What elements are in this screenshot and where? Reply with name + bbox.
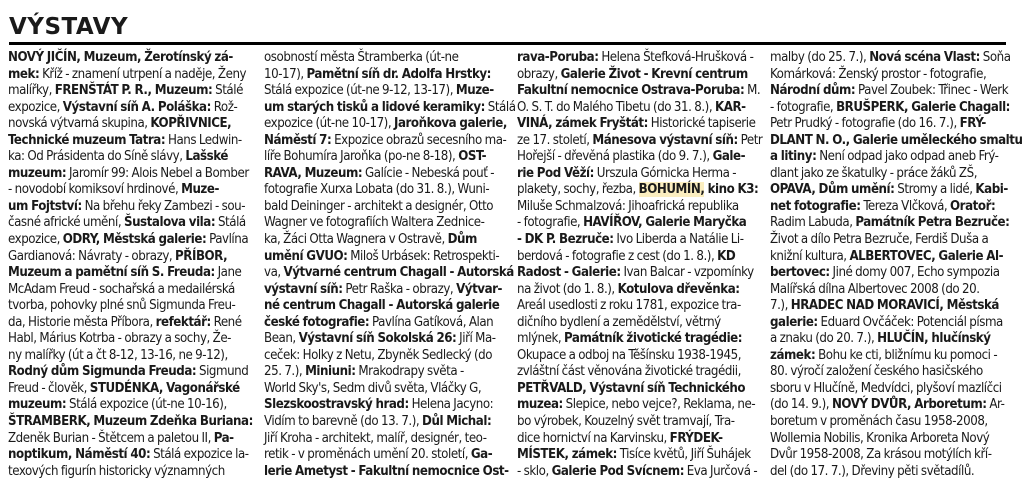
text-column-4 xyxy=(770,50,1023,480)
listing-text: Eva Jurčová - xyxy=(683,463,758,479)
listing-text: Freud - člověk, xyxy=(8,380,90,396)
text-line xyxy=(770,249,1008,266)
text-line xyxy=(264,67,502,84)
text-line xyxy=(8,215,246,232)
venue-name: muzeum: xyxy=(8,397,67,413)
listing-text: Ivan Balcar - vzpomínky xyxy=(620,265,754,281)
text-line xyxy=(517,315,755,332)
venue-name: Gale- xyxy=(712,149,746,165)
text-line xyxy=(770,149,1008,166)
text-column-1 xyxy=(8,50,253,480)
text-line xyxy=(264,315,502,332)
venue-name: kino K3: xyxy=(704,182,759,198)
listing-text: - fotografie, xyxy=(770,99,837,115)
text-line xyxy=(517,298,755,315)
listing-text: Na břehu řeky Zambezi - sou- xyxy=(81,198,246,214)
text-line xyxy=(770,298,1008,315)
listing-text: M. xyxy=(744,83,761,99)
listing-text: Pavlína xyxy=(206,232,249,248)
listing-text: dičního bydlení a zemědělství, větrný xyxy=(517,314,721,330)
listing-text: Stromy a lidé, xyxy=(894,182,976,198)
listing-text: Sigmund xyxy=(196,364,249,380)
venue-name: Ga- xyxy=(470,447,493,463)
listing-text: Ivo Liberda a Natálie Li- xyxy=(613,232,744,248)
venue-name: zámek: xyxy=(770,347,816,363)
venue-name: Výtvar- xyxy=(456,281,503,297)
text-column-3 xyxy=(517,50,763,480)
text-line xyxy=(770,182,1008,199)
listing-text: René xyxy=(210,314,242,330)
listing-text: ze 17. století, xyxy=(517,132,593,148)
listing-text: ceček: Holky z Netu, Zbyněk Sedlecký (do xyxy=(264,347,493,363)
venue-name: bertovec: xyxy=(770,265,830,281)
venue-name: Fakultní nemocnice Ostrava-Poruba: xyxy=(517,83,745,99)
venue-name: STUDÉNKA, Vagonářské xyxy=(89,380,240,396)
text-line xyxy=(517,116,755,133)
listing-text: líře Bohumíra Jaroňka (po-ne 8-18), xyxy=(264,149,459,165)
text-line xyxy=(264,397,502,414)
text-line xyxy=(517,447,755,464)
text-line xyxy=(8,381,246,398)
listing-text: ny malířky (út a čt 8-12, 13-16, ne 9-12), xyxy=(8,347,228,363)
text-line xyxy=(8,249,246,266)
text-line xyxy=(770,364,1008,381)
section-title: VÝSTAVY xyxy=(9,14,129,40)
listing-text: va, xyxy=(264,265,284,281)
venue-name: KOPŘIVNICE, xyxy=(150,116,232,132)
text-line xyxy=(264,381,502,398)
listing-text: Bean, xyxy=(264,331,299,347)
listing-text: a znaku (do 20. 7.), xyxy=(770,331,878,347)
listing-text: Jane xyxy=(214,265,242,281)
venue-name: NOVÝ JIČÍN, Muzeum, Žerotínský zá- xyxy=(8,50,233,65)
text-line xyxy=(8,431,246,448)
text-line xyxy=(770,447,1008,464)
listing-text: Dvůr 1958-2008, Za krásou motýlích kří- xyxy=(770,447,992,463)
text-line xyxy=(8,265,246,282)
text-line xyxy=(770,464,1008,481)
text-line xyxy=(770,166,1008,183)
listing-text: Není odpad jako odpad aneb Frý- xyxy=(816,149,999,165)
listing-text: Zdeněk Burian - Štětcem a paletou II, xyxy=(8,430,214,446)
listing-text: Život a dílo Petra Bezruče, Ferdiš Duša a xyxy=(770,232,989,248)
venue-name: Památník Petra Bezruče: xyxy=(855,215,1010,231)
venue-name: KD xyxy=(717,248,736,264)
listing-text: ka: Od Prásidenta do Síně slávy, xyxy=(8,149,186,165)
text-line xyxy=(264,199,502,216)
venue-name: Důl Michal: xyxy=(422,414,492,430)
text-line xyxy=(264,166,502,183)
listing-text: Stálé xyxy=(212,83,243,99)
venue-name: BOHUMÍN, xyxy=(638,182,705,198)
venue-name: Rodný dům Sigmunda Freuda: xyxy=(8,364,197,380)
listing-text: Radim Labuda, xyxy=(770,215,856,231)
venue-name: Výtvarné centrum Chagall - Autorská xyxy=(283,265,514,281)
venue-name: Kabi- xyxy=(975,182,1008,198)
venue-name: Radost - Galerie: xyxy=(517,265,621,281)
listing-text: Pavlína Gatíková, Alan xyxy=(369,314,494,330)
venue-name: HLUČÍN, hlučínský xyxy=(877,331,991,347)
listing-text: texových figurín historicky významných xyxy=(8,463,225,479)
venue-name: Šustalova vila: xyxy=(123,215,216,231)
listing-text: Jiří Kroha - architekt, malíř, designér, teo- xyxy=(264,430,487,446)
text-line xyxy=(264,182,502,199)
venue-name: um Fojtství: xyxy=(8,198,82,214)
listing-text: malířky, xyxy=(8,83,55,99)
listing-text: Wagner ve fotografiích Waltera Zednice- xyxy=(264,215,485,231)
text-line xyxy=(517,364,755,381)
listing-text: Stálá xyxy=(484,99,516,115)
text-line xyxy=(770,67,1008,84)
venue-name: Náměstí 7: xyxy=(264,132,332,148)
venue-name: MÍSTEK, zámek: xyxy=(517,447,617,463)
text-line xyxy=(8,67,246,84)
text-line xyxy=(264,265,514,282)
listing-text: retik - v proměnách umění 20. století, xyxy=(264,447,471,463)
listing-text: Bohu ke cti, bližnímu ku pomoci - xyxy=(815,347,998,363)
text-line xyxy=(770,199,1008,216)
listing-text: World Sky's, Sedm divů světa, Vláčky G, xyxy=(264,380,482,396)
text-line xyxy=(264,50,502,67)
venue-name: Jaroňkova galerie, xyxy=(394,116,507,132)
text-line xyxy=(517,249,755,266)
text-line xyxy=(8,315,246,332)
listing-text: 7.), xyxy=(770,298,791,314)
text-line xyxy=(264,99,516,117)
listing-text: Mrakodrapy světa - xyxy=(355,364,464,380)
text-line xyxy=(264,282,502,299)
venue-name: Miniuni: xyxy=(305,364,356,380)
text-line xyxy=(264,249,502,266)
venue-name: RAVA, Muzeum: xyxy=(264,165,363,181)
listing-text: - novodobí komiksoví hrdinové, xyxy=(8,182,182,198)
venue-name: Muzeum a pamětní síň S. Freuda: xyxy=(8,265,215,281)
listing-text: Wollemia Nobilis, Kronika Arboreta Nový xyxy=(770,430,990,446)
listing-text: Miluše Schmalzová: Jihoafrická republika xyxy=(517,198,739,214)
text-line xyxy=(770,100,1008,117)
venue-name: muzeum: xyxy=(8,165,67,181)
title-rule xyxy=(9,42,1006,45)
venue-name: Mánesova výstavní síň: xyxy=(592,132,738,148)
text-line xyxy=(264,348,502,365)
text-line xyxy=(8,83,246,100)
text-line xyxy=(8,50,246,67)
listing-text: Helena Štefková-Hrušková - xyxy=(598,50,754,65)
listing-text: Galície - Nebeská pouť - xyxy=(362,165,495,181)
listing-text: Malířská dílna Albertovec 2008 (do 20. xyxy=(770,281,980,297)
text-line xyxy=(517,50,755,67)
venue-name: Galerie Život - Krevní centrum xyxy=(560,66,748,82)
text-line xyxy=(770,381,1008,398)
venue-name: umění GVUO: xyxy=(264,248,348,264)
listing-text: dice hornictví na Karvinsku, xyxy=(517,430,670,446)
venue-name: Slezskoostravský hrad: xyxy=(264,397,409,413)
listing-text: sboru v Hlučíně, Medvídci, plyšoví mazlíčci xyxy=(770,380,1002,396)
listing-text: časné africké umění, xyxy=(8,215,124,231)
text-line xyxy=(517,348,755,365)
listing-text: expozice, xyxy=(8,99,63,115)
text-line xyxy=(517,182,759,199)
text-column-2 xyxy=(264,50,516,480)
text-line xyxy=(8,397,246,414)
text-line xyxy=(8,282,246,299)
venue-name: výstavní síň: xyxy=(264,281,343,297)
venue-name: Výstavní síň Sokolská 26: xyxy=(298,331,457,347)
venue-name: net fotografie: xyxy=(770,198,861,214)
listing-text: Petr Prudký - fotografie (do 16. 7.), xyxy=(770,116,960,132)
listing-text: McAdam Freud - sochařská a medailérská xyxy=(8,281,235,297)
listing-text: obrazy, xyxy=(517,66,561,82)
listing-text: dlant jako ze škatulky - práce žáků ZŠ, xyxy=(770,165,978,181)
text-line xyxy=(8,133,246,150)
text-line xyxy=(770,132,1023,150)
venue-name: mek: xyxy=(8,66,40,82)
venue-name: FRÝ- xyxy=(959,116,986,132)
listing-text: Stálá expozice (út-ne 9-12, 13-17), xyxy=(264,83,456,99)
text-line xyxy=(517,414,755,431)
listing-text: na život (do 1. 8.), xyxy=(517,281,618,297)
venue-name: Pa- xyxy=(213,430,234,446)
text-line xyxy=(517,463,758,481)
text-line xyxy=(264,298,502,315)
listing-text: plakety, sochy, řezba, xyxy=(517,182,639,198)
text-line xyxy=(770,431,1008,448)
text-line xyxy=(770,265,1008,282)
listing-text: Gardianová: Návraty - obrazy, xyxy=(8,248,176,264)
text-line xyxy=(770,83,1008,100)
listing-text: Jiří Ma- xyxy=(456,331,496,347)
listing-text: Pavel Zoubek: Třinec - Werk xyxy=(855,83,1009,99)
text-line xyxy=(517,199,755,216)
venue-name: ALBERTOVEC, Galerie Al- xyxy=(849,248,1004,264)
text-line xyxy=(8,199,246,216)
text-line xyxy=(8,116,246,133)
text-line xyxy=(770,282,1008,299)
listing-text: expozice, xyxy=(8,232,63,248)
listing-text: - sklo, xyxy=(517,463,552,479)
listing-text: Urszula Górnicka Herma - xyxy=(593,165,737,181)
text-line xyxy=(264,331,502,348)
listing-text: Jaromír 99: Alois Nebel a Bomber xyxy=(66,165,249,181)
venue-name: um starých tisků a lidové keramiky: xyxy=(264,99,485,115)
text-line xyxy=(8,100,246,117)
text-line xyxy=(264,149,502,166)
text-line xyxy=(770,348,1008,365)
listing-text: Vidím to barevně (do 13. 7.), xyxy=(264,414,423,430)
venue-name: ODRY, Městská galerie: xyxy=(62,232,207,248)
text-line xyxy=(8,232,249,249)
text-line xyxy=(517,166,755,183)
text-line xyxy=(8,348,246,365)
listing-text: 10-17), xyxy=(264,66,307,82)
listing-text: bald Deininger - architekt a designér, Otto xyxy=(264,198,494,214)
text-line xyxy=(770,215,1008,232)
venue-name: KAR- xyxy=(714,99,746,115)
venue-name: OST- xyxy=(458,149,487,165)
listing-text: Hans Ledwin- xyxy=(165,132,242,148)
listing-text: da, Historie města Příbora, xyxy=(8,314,156,330)
text-line xyxy=(517,397,755,414)
listing-text: malby (do 25. 7.), xyxy=(770,50,870,65)
venue-name: OPAVA, Dům umění: xyxy=(770,182,895,198)
text-line xyxy=(264,83,502,100)
venue-name: FRENŠTÁT P. R., Muzeum: xyxy=(54,83,213,99)
text-line xyxy=(770,232,1008,249)
venue-name: DLANT N. O., Galerie uměleckého smaltu xyxy=(770,132,1023,148)
text-line xyxy=(264,431,502,448)
listing-text: Slepice, nebo vejce?, Reklama, ne- xyxy=(562,397,756,413)
listing-text: boretum v proměnách času 1958-2008, xyxy=(770,414,988,430)
text-line xyxy=(8,149,246,166)
listing-text: novská výtvarná skupina, xyxy=(8,116,151,132)
text-line xyxy=(8,165,249,183)
venue-name: Národní dům: xyxy=(770,83,856,99)
venue-name: rie Pod Věží: xyxy=(517,165,594,181)
venue-name: HAVÍŘOV, Galerie Maryčka xyxy=(583,215,747,231)
text-line xyxy=(517,215,755,232)
listing-text: zvláštní část věnována životické tragédii, xyxy=(517,364,741,380)
listing-text: Petr Raška - obrazy, xyxy=(342,281,457,297)
text-line xyxy=(517,232,755,249)
text-line xyxy=(517,282,755,299)
listing-text: Stálá expozice (út-ne 10-16), xyxy=(66,397,227,413)
venue-name: FRÝDEK- xyxy=(669,430,723,446)
venue-name: Kotulova dřevěnka: xyxy=(617,281,740,297)
listing-text: del (do 17. 7.), Dřeviny pěti světadílů. xyxy=(770,463,975,479)
venue-name: muzea: xyxy=(517,397,563,413)
text-line xyxy=(8,447,249,464)
listing-text: O. S. T. do Malého Tibetu (do 31. 8.), xyxy=(517,99,715,115)
text-line xyxy=(8,298,246,315)
listing-text: Jiné domy 007, Echo sympozia xyxy=(829,265,1000,281)
venue-name: Galerie Pod Svícnem: xyxy=(551,463,684,479)
text-line xyxy=(517,265,755,282)
listing-text: Areál usedlosti z roku 1781, expozice tra- xyxy=(517,298,741,314)
text-line xyxy=(264,364,502,381)
text-line xyxy=(517,132,763,150)
listing-text: Soňa xyxy=(979,50,1011,65)
text-line xyxy=(517,100,755,117)
venue-name: noptikum, Náměstí 40: xyxy=(8,447,151,463)
venue-name: - DK P. Bezruče: xyxy=(517,232,614,248)
text-line xyxy=(8,464,246,481)
listing-text: tvorba, pohovky plné snů Sigmunda Freu- xyxy=(8,298,236,314)
venue-name: Nová scéna Vlast: xyxy=(869,50,980,65)
listing-text: Okupace a odboj na Těšínsku 1938-1945, xyxy=(517,347,742,363)
text-line xyxy=(517,431,755,448)
listing-text: Helena Jacyno: xyxy=(408,397,494,413)
text-line xyxy=(517,149,755,166)
listing-text: Komárková: Ženský prostor - fotografie, xyxy=(770,66,987,82)
text-line xyxy=(264,447,502,464)
text-line xyxy=(8,364,249,381)
listing-text: Petr xyxy=(737,132,763,148)
listing-text: Ar- xyxy=(986,397,1005,413)
listing-text: Stálá xyxy=(215,215,246,231)
text-line xyxy=(770,331,1008,348)
venue-name: lerie Ametyst - Fakultní nemocnice Ost- xyxy=(264,463,509,479)
text-line xyxy=(770,414,1008,431)
text-line xyxy=(8,182,246,199)
listing-text: expozice (út-ne 10-17), xyxy=(264,116,394,132)
listing-text: Miloš Urbásek: Retrospekti- xyxy=(347,248,500,264)
text-line xyxy=(8,331,246,348)
text-line xyxy=(517,381,755,398)
text-line xyxy=(264,463,509,481)
listing-text: knižní kultura, xyxy=(770,248,850,264)
venue-name: NOVÝ DVŮR, Arboretum: xyxy=(831,397,987,413)
venue-name: rava-Poruba: xyxy=(517,50,599,65)
text-line xyxy=(517,83,761,100)
listing-text: 80. výročí založení českého hasičského xyxy=(770,364,983,380)
text-line xyxy=(770,397,1008,414)
text-line xyxy=(770,315,1008,332)
text-line xyxy=(517,331,755,348)
listing-text: Expozice obrazů secesního ma- xyxy=(331,132,507,148)
venue-name: Lašské xyxy=(185,149,228,165)
listing-text: Rož- xyxy=(210,99,238,115)
text-line xyxy=(8,414,253,431)
listing-text: ka, Žáci Otta Wagnera v Ostravě, xyxy=(264,232,448,248)
venue-name: VINÁ, zámek Fryštát: xyxy=(517,116,648,132)
listing-text: Stálá expozice la- xyxy=(150,447,249,463)
venue-name: BRUŠPERK, Galerie Chagall: xyxy=(836,99,1010,115)
listing-text: Kříž - znamení utrpení a naděje, Ženy xyxy=(39,66,247,82)
venue-name: ŠTRAMBERK, Muzeum Zdeňka Buriana: xyxy=(8,414,253,430)
listing-text: Tereza Vlčková, xyxy=(860,198,951,214)
venue-name: né centrum Chagall - Autorská galerie xyxy=(264,298,500,314)
venue-name: PŘÍBOR, xyxy=(175,248,228,264)
listing-text: - fotografie, xyxy=(517,215,584,231)
venue-name: Dům xyxy=(447,232,477,248)
venue-name: Výstavní síň A. Poláška: xyxy=(62,99,211,115)
listing-text: bo výrobek, Kouzelný svět tramvají, Tra- xyxy=(517,414,735,430)
venue-name: PETŘVALD, Výstavní síň Technického xyxy=(517,380,746,396)
venue-name: Oratoř: xyxy=(950,198,996,214)
listing-text: fotografie Xurxa Lobata (do 31. 8.), Wuni- xyxy=(264,182,490,198)
venue-name: HRADEC NAD MORAVICÍ, Městská xyxy=(790,298,999,314)
venue-name: Muze- xyxy=(455,83,494,99)
listing-text: Habl, Márius Kotrba - obrazy a sochy, Že- xyxy=(8,331,232,347)
listing-text: Historické tapiserie xyxy=(647,116,756,132)
venue-name: refektář: xyxy=(155,314,211,330)
text-line xyxy=(770,116,1008,133)
listing-text: mlýnek, xyxy=(517,331,565,347)
listing-text: Eduard Ovčáček: Potenciál písma xyxy=(817,314,1003,330)
listing-text: Hořejší - dřevěná plastika (do 9. 7.), xyxy=(517,149,713,165)
text-line xyxy=(264,414,502,431)
listing-text: 25. 7.), xyxy=(264,364,306,380)
venue-name: Památník životické tragédie: xyxy=(564,331,743,347)
listing-text: berdová - fotografie z cest (do 1. 8.), xyxy=(517,248,718,264)
venue-name: galerie: xyxy=(770,314,818,330)
listing-text: Tisíce květů, Jiří Šuhájek xyxy=(616,447,751,463)
text-line xyxy=(264,232,502,249)
text-line xyxy=(264,132,507,150)
venue-name: české fotografie: xyxy=(264,314,370,330)
text-line xyxy=(264,215,502,232)
text-line xyxy=(770,50,1011,67)
text-line xyxy=(264,116,507,133)
venue-name: a litiny: xyxy=(770,149,817,165)
listing-text: osobností města Štramberka (út-ne xyxy=(264,50,459,65)
venue-name: Technické muzeum Tatra: xyxy=(8,132,166,148)
listing-text: (do 14. 9.), xyxy=(770,397,832,413)
venue-name: Pamětní síň dr. Adolfa Hrstky: xyxy=(306,66,491,82)
venue-name: Muze- xyxy=(181,182,219,198)
text-line xyxy=(517,67,755,84)
